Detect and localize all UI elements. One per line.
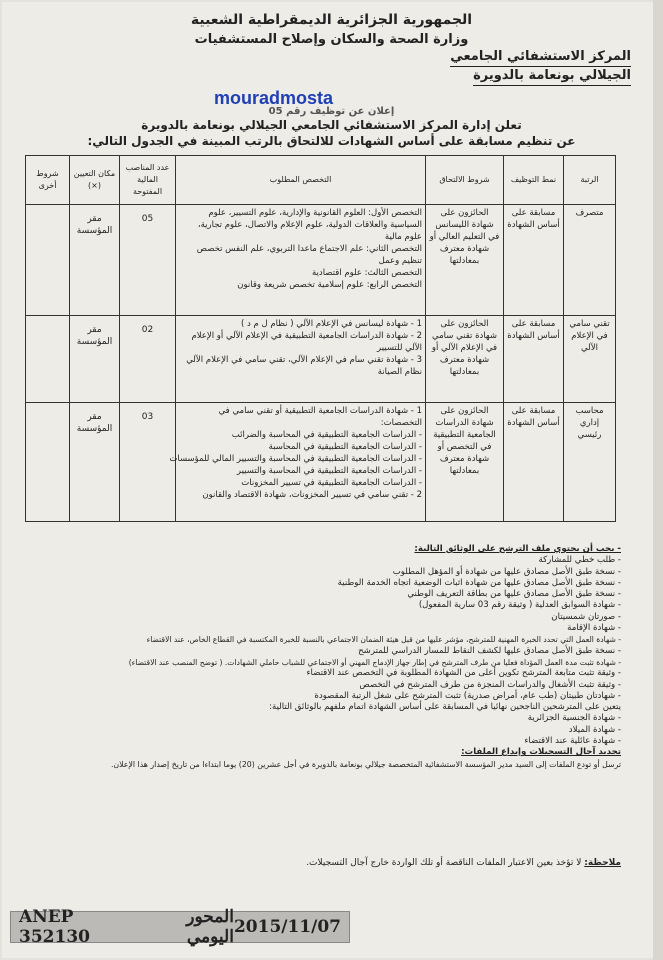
specialty-line: التخصصات: [380, 418, 422, 428]
note-label: ملاحظة: [584, 858, 621, 868]
announcement-number: إعلان عن توظيف رقم 05 [268, 106, 395, 117]
table-row [26, 205, 616, 316]
specialty-line: التخصص الأول: العلوم القانونية والإدارية، علوم التسيير، علوم [208, 208, 422, 218]
document-item: - شهادة الميلاد [568, 724, 621, 735]
header-conditions: شروط الالتحاق [426, 156, 504, 205]
announcement-subtitle: عن تنظيم مسابقة على أساس الشهادات للالتحاق بالرتب المبينة في الجدول التالي: [87, 134, 576, 148]
cell-specialty [176, 316, 426, 403]
footer-banner [10, 907, 350, 947]
deadline-text: ترسل أو تودع الملفات إلى السيد مدير المؤسسة الاستشفائية المتخصصة جيلالي بونعامة بالدويرة في أجل عشرين (20) يوما ابتداءا من تاريخ إصدار هذا الإعلان. [110, 759, 621, 769]
header-grade: الرتبة [564, 156, 616, 205]
specialty-line: 3 - شهادة تقني سام في الإعلام الآلي، تقني سامي في الإعلام الآلي [186, 355, 422, 365]
specialty-line: التخصص الثالث: علوم اقتصادية [312, 268, 422, 278]
cell-other [26, 205, 70, 316]
document-item: - شهادة تثبت مدة العمل المؤداة فعليا من طرف المترشح في إطار جهاز الإدماج المهني أو الاجتماعي للشباب حاملي الشهادات. ( توضح المنصب عند الاقتضاء) [128, 657, 621, 667]
specialty-line: - الدراسات الجامعية التطبيقية في المحاسبة والضرائب [231, 430, 422, 440]
table-row [26, 403, 616, 522]
cell-place: مقر المؤسسة [70, 205, 120, 316]
document-item: - شهادة الجنسية الجزائرية [527, 713, 621, 724]
anep-reference: ANEP 352130 [19, 907, 90, 947]
documents-section [51, 544, 621, 770]
specialty-line: 2 - تقني سامي في تسيير المخزونات، شهادة الاقتصاد والقانون [202, 490, 422, 500]
document-item: - طلب خطي للمشاركة [538, 555, 621, 566]
header-specialty: التخصص المطلوب [176, 156, 426, 205]
note-block [51, 858, 621, 868]
cell-place: مقر المؤسسة [70, 316, 120, 403]
documents-title: - يجب أن يحتوي ملف الترشح على الوثائق التالية: [414, 544, 621, 554]
header-mode: نمط التوظيف [504, 156, 564, 205]
announcement-title: تعلن إدارة المركز الاستشفائي الجامعي الجيلالي بونعامة بالدويرة [141, 118, 522, 132]
cell-grade: محاسب إداري رئيسي [564, 403, 616, 522]
document-item: - وثيقة تثبت متابعة المترشح تكوين أعلى من الشهادة المطلوبة في التخصص عند الاقتضاء [306, 668, 621, 679]
document-item: - شهادة عائلية عند الاقتضاء [524, 736, 621, 747]
table-header-row [26, 156, 616, 205]
specialty-line: 1 - شهادة ليسانس في الإعلام الآلي ( نظام ل م د ) [240, 319, 422, 329]
document-item: - شهادة العمل التي تحدد الخبرة المهنية للمترشح، مؤشر عليها من قبل هيئة الضمان الاجتماعي بالنسبة للخبرة المكتسبة في القطاع الخاص، عند الاقتضاء [146, 635, 621, 645]
document-item: - صورتان شمسيتان [551, 611, 621, 622]
document-item: - نسخة طبق الأصل مصادق عليها من شهادة اثبات الوضعية اتجاه الخدمة الوطنية [337, 577, 621, 588]
specialty-line: تنظيم وعمل [378, 256, 422, 266]
newspaper-name: المحور اليومي [186, 907, 234, 947]
organization-line-2: الجيلالي بونعامة بالدويرة [473, 67, 631, 86]
specialty-line: التخصص الرابع: علوم إسلامية تخصص شريعة وقانون [237, 280, 422, 290]
cell-mode: مسابقة على أساس الشهادة [504, 316, 564, 403]
cell-specialty [169, 403, 426, 522]
cell-grade: تقني سامي في الإعلام الآلي [564, 316, 616, 403]
document-item: - وثيقة تثبت الأشغال والدراسات المنجزة من طرف المترشح في التخصص [359, 679, 621, 690]
specialty-line: 1 - شهادة الدراسات الجامعية التطبيقية أو تقني سامي في [218, 406, 422, 416]
specialty-line: 2 - شهادة الدراسات الجامعية التطبيقية في الإعلام الآلي أو الإعلام [191, 331, 422, 341]
cell-other [26, 316, 70, 403]
deadline-title: تحديد آجال التسجيلات وإيداع الملفات: [461, 747, 621, 758]
cell-place: مقر المؤسسة [70, 403, 120, 522]
cell-posts: 03 [120, 403, 176, 522]
specialty-line: - الدراسات الجامعية التطبيقية في المحاسبة والتسيير [236, 466, 422, 476]
document-item: - نسخة طبق الأصل مصادق عليها لكشف النقاط للمسار الدراسي للمترشح [358, 645, 621, 656]
note-text: لا تؤخذ بعين الاعتبار الملفات الناقصة أو تلك الواردة خارج آجال التسجيلات. [306, 858, 582, 868]
cell-conditions: الحائزون على شهادة تقني سامي في الإعلام الآلي أو شهادة معترف بمعادلتها [426, 316, 504, 403]
header-other: شروط أخرى [26, 156, 70, 205]
cell-conditions: الحائزون على شهادة الليسانس في التعليم العالي أو شهادة معترف بمعادلتها [426, 205, 504, 316]
organization-line-1: المركز الاستشفائي الجامعي [450, 48, 631, 67]
page-edge [653, 0, 663, 960]
cell-mode: مسابقة على أساس الشهادة [504, 403, 564, 522]
positions-table [25, 155, 616, 522]
specialty-line: علوم مالية [384, 232, 422, 242]
ministry-header: وزارة الصحة والسكان وإصلاح المستشفيات [194, 32, 469, 47]
cell-specialty [176, 205, 426, 316]
cell-posts: 02 [120, 316, 176, 403]
document-item: - شهادة الإقامة [567, 623, 621, 634]
document-item: يتعين على المترشحين الناجحين نهائيا في المسابقة على أساس الشهادة اتمام ملفهم بالوثائق التالية: [269, 702, 621, 713]
document-item: - نسخة طبق الأصل مصادق عليها من بطاقة التعريف الوطني [407, 589, 621, 600]
cell-mode: مسابقة على أساس الشهادة [504, 205, 564, 316]
document-item: - شهادتان طبيتان (طب عام، أمراض صدرية) تثبت المترشح على شغل الرتبة المقصودة [314, 690, 621, 701]
cell-posts: 05 [120, 205, 176, 316]
specialty-line: - الدراسات الجامعية التطبيقية في تسيير المخزونات [241, 478, 422, 488]
cell-conditions: الحائزون على شهادة الدراسات الجامعية التطبيقية في التخصص أو شهادة معترف بمعادلتها [426, 403, 504, 522]
cell-grade: متصرف [564, 205, 616, 316]
specialty-line: - الدراسات الجامعية التطبيقية في المحاسبة [268, 442, 422, 452]
document-item: - شهادة السوابق العدلية ( وثيقة رقم 03 سارية المفعول) [418, 600, 621, 611]
table-row [26, 316, 616, 403]
specialty-line: السياسية والعلاقات الدولية، علوم الإعلام والاتصال، علوم تجارية، [197, 220, 422, 230]
specialty-line: الآلي للتسيير [377, 343, 422, 353]
specialty-line: نظام الصيانة [377, 367, 422, 377]
organization-block [411, 48, 631, 86]
newspaper-page [2, 2, 661, 958]
header-place: مكان التعيين (×) [70, 156, 120, 205]
watermark-text: mouradmosta [214, 88, 334, 108]
document-item: - نسخة طبق الأصل مصادق عليها من شهادة أو المؤهل المطلوب [392, 566, 621, 577]
republic-header: الجمهورية الجزائرية الديمقراطية الشعبية [190, 12, 473, 28]
publication-date: 2015/11/07 [233, 917, 341, 937]
specialty-line: التخصص الثاني: علم الاجتماع ماعدا التربوي، علم النفس تخصص [196, 244, 422, 254]
specialty-line: - الدراسات الجامعية التطبيقية في المحاسبة والتسيير المالي للمؤسسات [169, 454, 422, 464]
header-posts: عدد المناصب المالية المفتوحة [120, 156, 176, 205]
cell-other [26, 403, 70, 522]
